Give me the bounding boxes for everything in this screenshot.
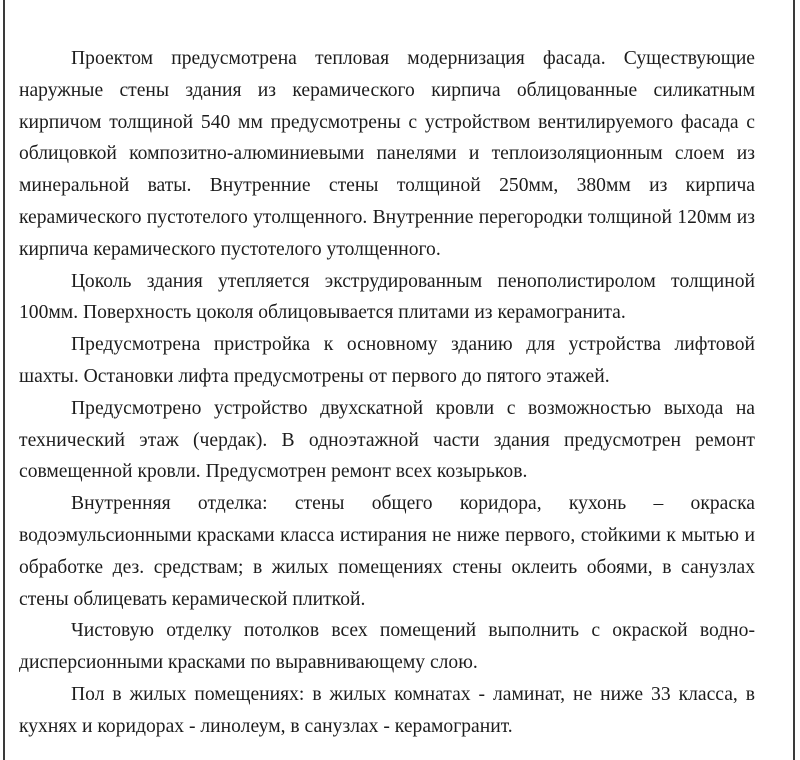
paragraph-interior-finish: Внутренняя отделка: стены общего коридора, кухонь – окраска водоэмульсионными красками класса истирания не ниже первого, стойкими к мытью и обработке дез. средствам; в жилых помещениях стены оклеить обоями, в санузлах стены облицевать керамической плиткой.	[19, 493, 755, 610]
document-body	[19, 43, 755, 743]
page-border-left	[3, 0, 5, 760]
paragraph-elevator-shaft: Предусмотрена пристройка к основному зданию для устройства лифтовой шахты. Остановки лифта предусмотрены от первого до пятого этажей.	[19, 334, 755, 387]
paragraph-plinth-insulation: Цоколь здания утепляется экструдированным пенополистиролом толщиной 100мм. Поверхность цоколя облицовывается плитами из керамогранита.	[19, 270, 755, 324]
paragraph-facade-modernization: Проектом предусмотрена тепловая модернизация фасада. Существующие наружные стены здания из керамического кирпича облицованные силикатным кирпичом толщиной 540 мм предусмотрены с устройством вентилируемого фасада с облицовкой композитно-алюминиевыми панелями и теплоизоляционным слоем из минеральной ваты. Внутренние стены толщиной 250мм, 380мм из кирпича керамического пустотелого утолщенного. Внутренние перегородки толщиной 120мм из кирпича керамического пустотелого утолщенного.	[19, 48, 755, 260]
paragraph-roof: Предусмотрено устройство двухскатной кровли с возможностью выхода на технический этаж (чердак). В одноэтажной части здания предусмотрен ремонт совмещенной кровли. Предусмотрен ремонт всех козырьков.	[19, 397, 755, 483]
page-border-right	[793, 0, 795, 760]
paragraph-ceiling-finish: Чистовую отделку потолков всех помещений выполнить с окраской водно-дисперсионными красками по выравнивающему слою.	[19, 620, 755, 674]
paragraph-floors: Пол в жилых помещениях: в жилых комнатах - ламинат, не ниже 33 класса, в кухнях и коридорах - линолеум, в санузлах - керамогранит.	[19, 683, 755, 737]
